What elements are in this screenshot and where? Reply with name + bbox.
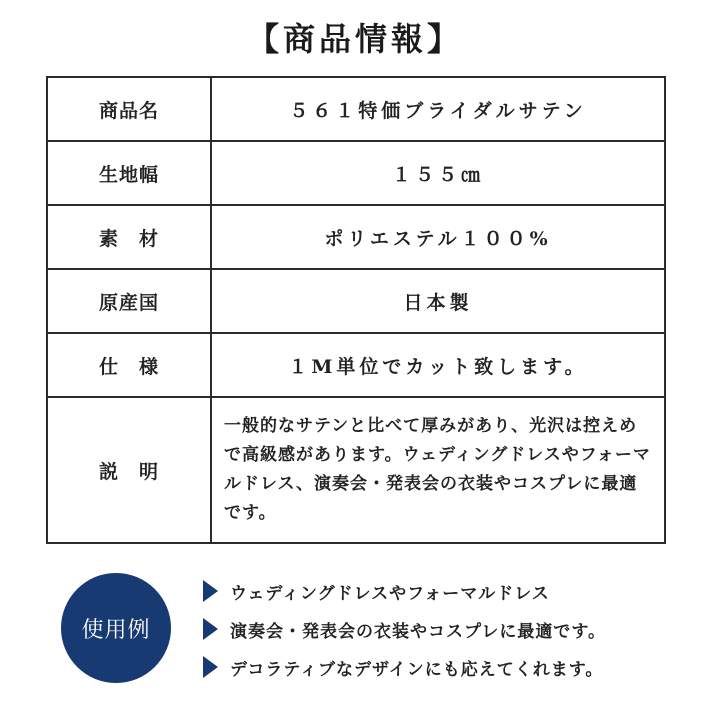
usage-item-text: デコラティブなデザインにも応えてくれます。 <box>230 659 604 680</box>
usage-list <box>203 572 703 686</box>
row-value-material: ポリエステル１００% <box>211 205 665 269</box>
triangle-bullet-icon <box>203 656 218 678</box>
list-item <box>203 610 703 648</box>
row-label-material: 素 材 <box>47 205 211 269</box>
triangle-bullet-icon <box>203 618 218 640</box>
row-label-origin: 原産国 <box>47 269 211 333</box>
row-value-product-name: ５６１特価ブライダルサテン <box>211 77 665 141</box>
usage-item-text: ウェディングドレスやフォーマルドレス <box>230 583 550 604</box>
table-row <box>47 205 665 269</box>
table-row <box>47 141 665 205</box>
row-value-origin: 日本製 <box>211 269 665 333</box>
list-item <box>203 572 703 610</box>
list-item <box>203 648 703 686</box>
triangle-bullet-icon <box>203 580 218 602</box>
table-row <box>47 269 665 333</box>
row-label-fabric-width: 生地幅 <box>47 141 211 205</box>
row-value-fabric-width: １５５㎝ <box>211 141 665 205</box>
row-label-description: 説 明 <box>47 397 211 543</box>
usage-item-text: 演奏会・発表会の衣装やコスプレに最適です。 <box>230 621 606 642</box>
product-info-table <box>46 76 666 544</box>
page-title: 【商品情報】 <box>246 20 463 58</box>
row-label-product-name: 商品名 <box>47 77 211 141</box>
table-row <box>47 397 665 543</box>
table-row <box>47 77 665 141</box>
table-row <box>47 333 665 397</box>
usage-badge: 使用例 <box>61 573 171 683</box>
row-label-specification: 仕 様 <box>47 333 211 397</box>
row-value-description: 一般的なサテンと比べて厚みがあり、光沢は控えめで高級感があります。ウェディングドレスやフォーマルドレス、演奏会・発表会の衣装やコスプレに最適です。 <box>211 397 665 543</box>
row-value-specification: １M単位でカット致します。 <box>211 333 665 397</box>
